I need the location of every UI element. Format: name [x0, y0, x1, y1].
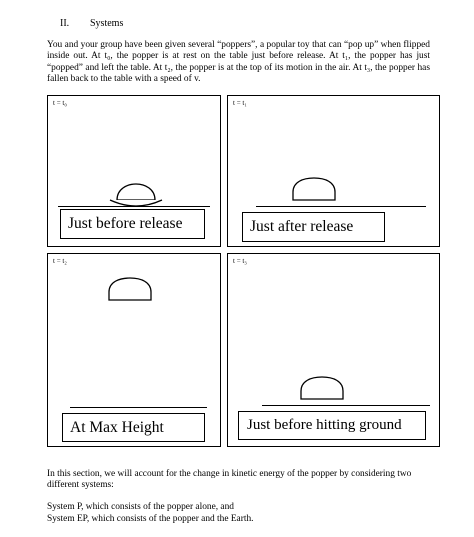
panel-t3-caption: Just before hitting ground [238, 411, 426, 440]
panel-t0-label: t = t₀ [53, 99, 67, 107]
system-p-line: System P, which consists of the popper alone, and [47, 502, 234, 512]
table-surface [70, 407, 207, 408]
panel-t1-caption: Just after release [242, 212, 385, 242]
panel-t2-label: t = t₂ [53, 257, 67, 265]
panel-t0 [47, 95, 221, 247]
popper-dome-icon [106, 276, 154, 302]
panel-t1 [227, 95, 440, 247]
panel-t2-caption: At Max Height [62, 413, 205, 442]
system-ep-line: System EP, which consists of the popper and the Earth. [47, 514, 254, 524]
panel-t2 [47, 253, 221, 447]
outro-paragraph: In this section, we will account for the change in kinetic energy of the popper by considering two different systems: [47, 469, 412, 491]
panel-t1-label: t = t₁ [233, 99, 247, 107]
popper-dome-icon [298, 375, 346, 401]
panel-t3-label: t = t₃ [233, 257, 247, 265]
panel-t0-caption: Just before release [60, 209, 205, 239]
popper-dome-icon [290, 176, 338, 202]
intro-paragraph: You and your group have been given several “poppers”, a popular toy that can “pop up” when flipped inside out. At t₀, the popper is at rest on the table just before release. At t₁, the popper has just “popped” and left the table. At t₂, the popper is at the top of its motion in the air. At t₃, the popper has fallen back to the table with a speed of v. [47, 40, 430, 85]
table-surface [262, 405, 430, 406]
panel-t3 [227, 253, 440, 447]
table-surface [256, 206, 426, 207]
table-surface [58, 206, 210, 207]
section-heading [60, 18, 123, 29]
section-title: Systems [90, 18, 124, 29]
section-number: II. [60, 18, 70, 29]
